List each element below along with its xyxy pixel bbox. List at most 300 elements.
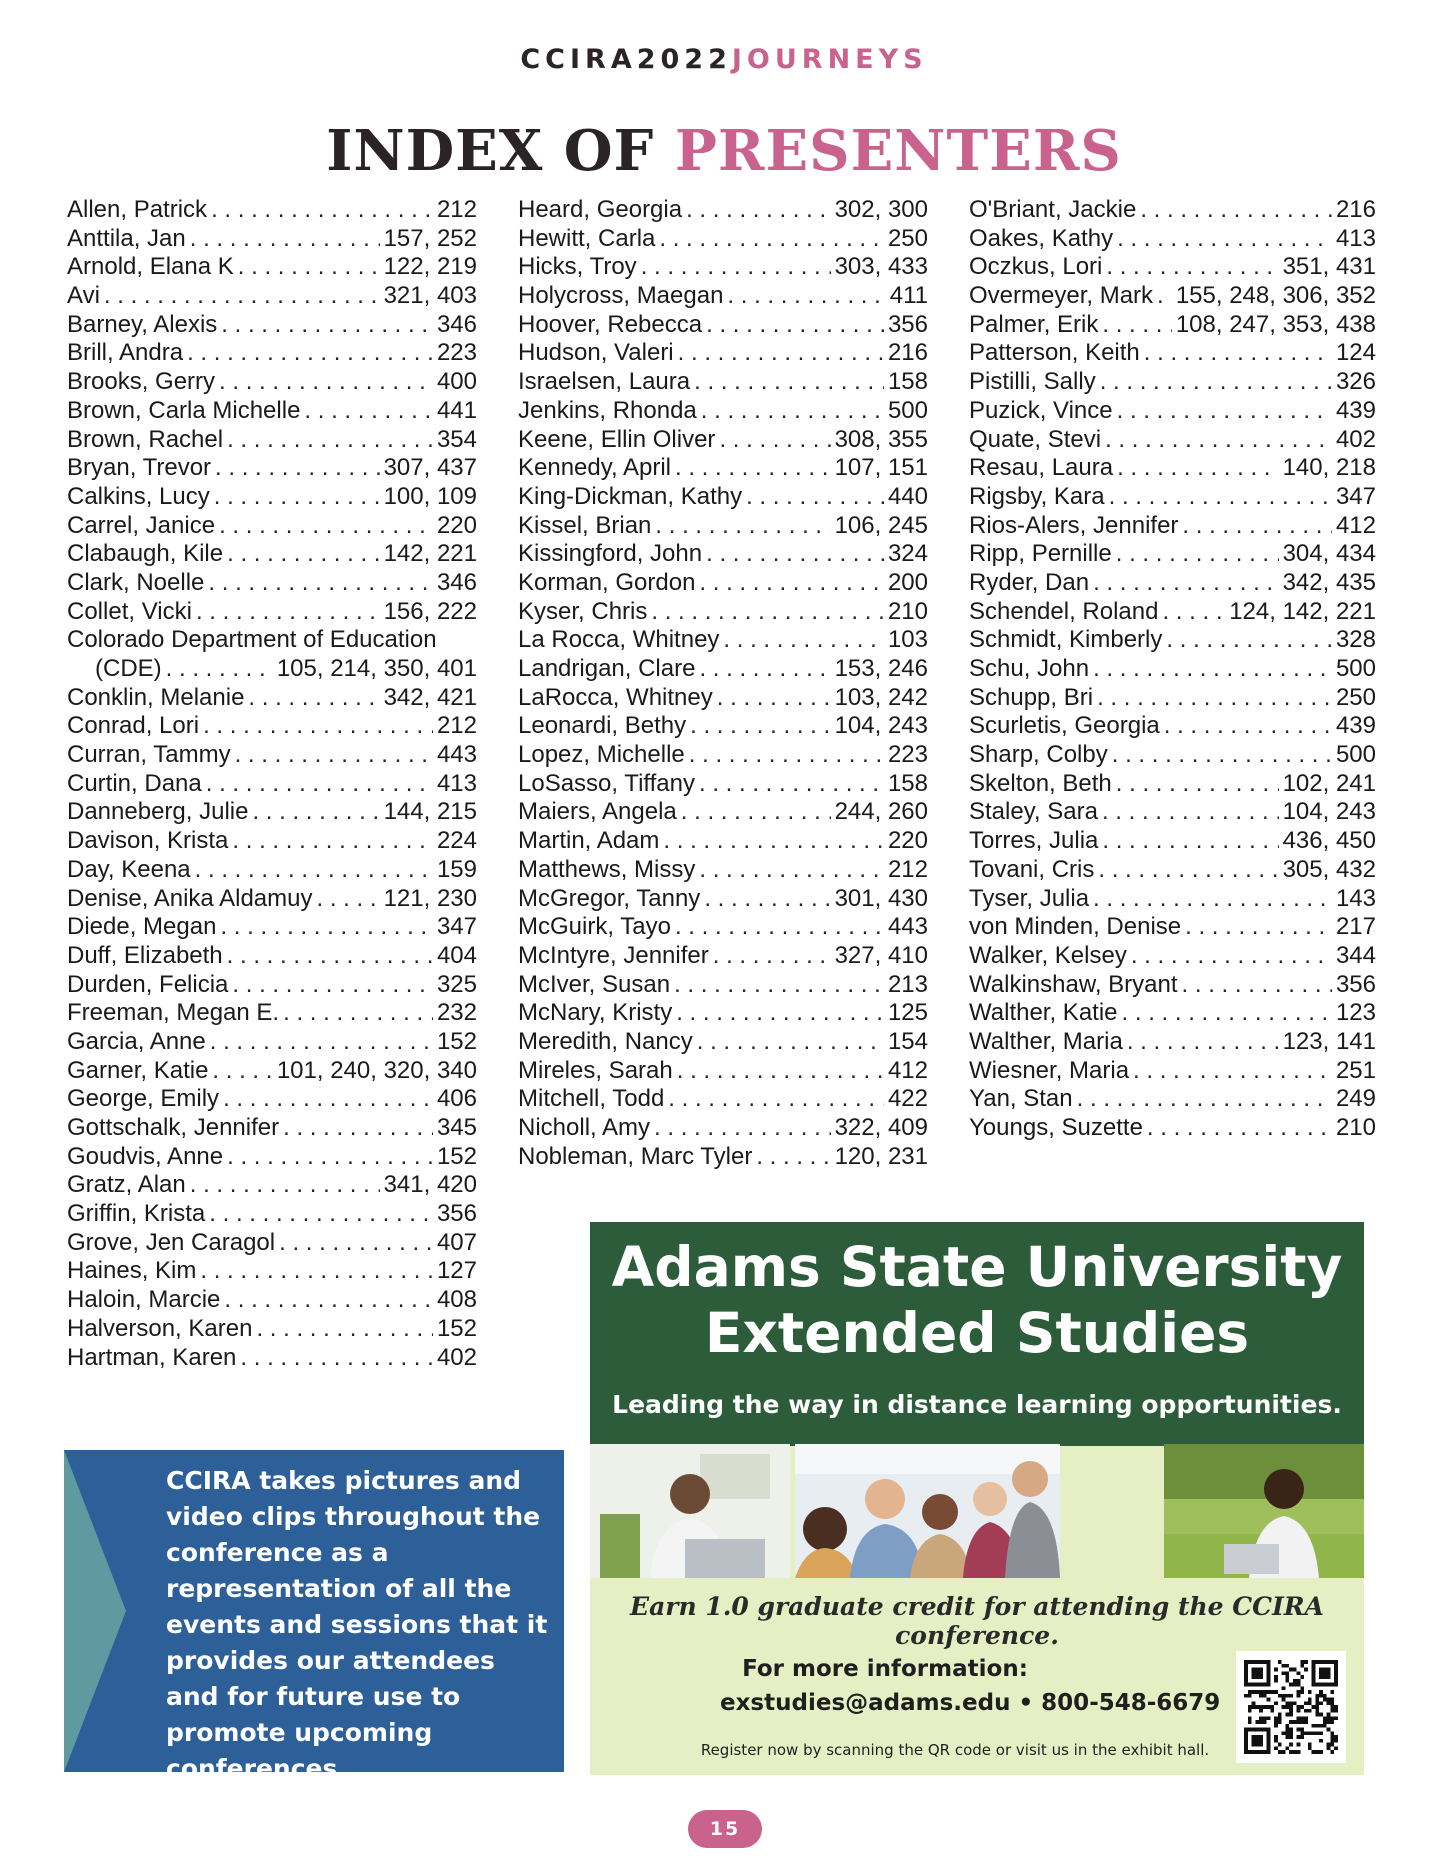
adams-state-ad <box>590 1222 1364 1775</box>
dot-leader <box>655 512 830 541</box>
page-references: 327, 410 <box>834 941 928 969</box>
page-references: 251 <box>1335 1056 1376 1084</box>
dot-leader <box>1116 770 1279 799</box>
dot-leader <box>675 454 831 483</box>
dot-leader <box>1140 196 1332 225</box>
presenter-name: Danneberg, Julie <box>67 798 249 826</box>
dot-leader <box>651 598 884 627</box>
dot-leader <box>1182 512 1332 541</box>
presenter-name: Patterson, Keith <box>969 339 1140 367</box>
index-entry <box>518 598 928 627</box>
page-references: 500 <box>887 396 928 424</box>
dot-leader <box>697 1028 884 1057</box>
dot-leader <box>219 368 433 397</box>
dot-leader <box>706 311 884 340</box>
page-references: 213 <box>887 970 928 998</box>
index-entry <box>67 196 477 225</box>
index-entry <box>518 712 928 741</box>
index-entry <box>969 225 1376 254</box>
presenter-name: Curran, Tammy <box>67 741 231 769</box>
dot-leader <box>704 885 830 914</box>
presenter-name: Ripp, Pernille <box>969 540 1112 568</box>
dot-leader <box>279 1229 433 1258</box>
dot-leader <box>706 540 884 569</box>
dot-leader <box>1112 741 1332 770</box>
dot-leader <box>248 684 379 713</box>
presenter-name: Bryan, Trevor <box>67 454 212 482</box>
index-entry <box>518 913 928 942</box>
page-references: 142, 221 <box>383 540 477 568</box>
dot-leader <box>227 1143 433 1172</box>
dot-leader <box>227 942 433 971</box>
page-references: 325 <box>436 970 477 998</box>
index-entry <box>67 1171 477 1200</box>
page-references: 301, 430 <box>834 884 928 912</box>
page-references: 404 <box>436 941 477 969</box>
presenter-name: Gratz, Alan <box>67 1171 186 1199</box>
index-entry <box>969 655 1376 684</box>
index-entry <box>969 196 1376 225</box>
index-entry <box>969 741 1376 770</box>
ad-more-info-label: For more information: <box>742 1656 1028 1682</box>
presenter-name: Pistilli, Sally <box>969 368 1096 396</box>
ad-register-note: Register now by scanning the QR code or visit us in the exhibit hall. <box>700 1741 1210 1759</box>
dot-leader <box>210 1028 433 1057</box>
index-entry <box>969 598 1376 627</box>
page-references: 125 <box>887 999 928 1027</box>
presenter-name: Walther, Maria <box>969 1027 1123 1055</box>
dot-leader <box>699 569 884 598</box>
index-entry <box>518 311 928 340</box>
dot-leader <box>678 339 884 368</box>
dot-leader <box>227 426 433 455</box>
ad-tagline: Leading the way in distance learning opportunities. <box>612 1390 1342 1419</box>
index-entry <box>67 712 477 741</box>
page-references: 100, 109 <box>383 482 477 510</box>
presenter-name: Torres, Julia <box>969 827 1099 855</box>
page-references: 322, 409 <box>834 1114 928 1141</box>
index-entry <box>67 1286 477 1315</box>
page-references: 302, 300 <box>834 196 928 223</box>
dot-leader <box>227 540 379 569</box>
presenter-name: Landrigan, Clare <box>518 655 696 682</box>
presenter-name: McIver, Susan <box>518 970 671 998</box>
index-entry <box>67 885 477 914</box>
page-references: 152 <box>436 1314 477 1342</box>
dot-leader <box>1131 942 1332 971</box>
index-entry <box>518 827 928 856</box>
page-references: 153, 246 <box>834 655 928 682</box>
page-references: 249 <box>1335 1085 1376 1113</box>
page-references: 224 <box>436 827 477 855</box>
index-entry <box>518 397 928 426</box>
page-references: 144, 215 <box>383 798 477 826</box>
dot-leader <box>746 483 884 512</box>
index-entry <box>518 971 928 1000</box>
index-entry <box>518 856 928 885</box>
dot-leader <box>256 1315 433 1344</box>
presenter-name: Hicks, Troy <box>518 253 637 281</box>
page-references: 223 <box>436 339 477 367</box>
title-pink: PRESENTERS <box>674 118 1122 184</box>
presenter-name: Goudvis, Anne <box>67 1142 224 1170</box>
presenter-name: Durden, Felicia <box>67 970 229 998</box>
page-references: 152 <box>436 1142 477 1170</box>
presenter-name: Calkins, Lucy <box>67 482 210 510</box>
index-entry <box>518 655 928 684</box>
presenter-name: Curtin, Dana <box>67 769 202 797</box>
presenter-name: Brooks, Gerry <box>67 368 216 396</box>
presenter-name: McGregor, Tanny <box>518 884 701 912</box>
presenter-name: Rigsby, Kara <box>969 482 1105 510</box>
page-references: 216 <box>887 339 928 367</box>
presenter-name: Staley, Sara <box>969 798 1098 826</box>
presenter-name: Sharp, Colby <box>969 741 1108 769</box>
dot-leader <box>1116 540 1279 569</box>
presenter-name: Korman, Gordon <box>518 568 696 596</box>
presenter-name: Heard, Georgia <box>518 196 683 223</box>
index-entry <box>67 913 477 942</box>
presenter-name: Schmidt, Kimberly <box>969 626 1163 654</box>
presenter-name: Skelton, Beth <box>969 769 1112 797</box>
dot-leader <box>1102 311 1171 340</box>
presenter-name: Duff, Elizabeth <box>67 941 223 969</box>
dot-leader <box>689 741 884 770</box>
page-references: 158 <box>887 368 928 396</box>
index-entry <box>518 253 928 282</box>
index-entry <box>518 1028 928 1057</box>
presenter-name: Resau, Laura <box>969 454 1114 482</box>
page-references: 212 <box>887 855 928 883</box>
page-references: 200 <box>887 568 928 596</box>
index-entry <box>969 798 1376 827</box>
index-entry <box>969 885 1376 914</box>
ad-headline <box>590 1234 1364 1366</box>
page-references: 346 <box>436 310 477 338</box>
presenter-name: Allen, Patrick <box>67 196 208 223</box>
page-references: 422 <box>887 1085 928 1113</box>
index-entry <box>969 1114 1376 1143</box>
page-references: 342, 435 <box>1282 568 1376 596</box>
presenter-name: Griffin, Krista <box>67 1200 206 1228</box>
page-references: 304, 434 <box>1282 540 1376 568</box>
page-references: 121, 230 <box>383 884 477 912</box>
index-entry <box>518 282 928 311</box>
presenter-name: Rios-Alers, Jennifer <box>969 511 1179 539</box>
index-column-2 <box>518 196 928 1171</box>
presenter-name: Conklin, Melanie <box>67 683 245 711</box>
index-entry <box>67 225 477 254</box>
page-references: 406 <box>436 1085 477 1113</box>
presenter-name: Lopez, Michelle <box>518 741 685 769</box>
chevron-right-icon <box>64 1450 134 1772</box>
presenter-name: Israelsen, Laura <box>518 368 691 396</box>
header-brand: CCIRA2022 <box>520 44 732 75</box>
presenter-name: Palmer, Erik <box>969 310 1099 338</box>
page-references: 347 <box>1335 482 1376 510</box>
index-entry <box>67 942 477 971</box>
index-entry <box>969 454 1376 483</box>
dot-leader <box>1122 999 1332 1028</box>
dot-leader <box>719 426 830 455</box>
page-references: 157, 252 <box>383 224 477 252</box>
page-references: 439 <box>1335 712 1376 740</box>
presenter-name: Grove, Jen Caragol <box>67 1228 276 1256</box>
dot-leader <box>1098 856 1278 885</box>
qr-code-icon[interactable] <box>1236 1651 1346 1763</box>
dot-leader <box>232 971 433 1000</box>
dot-leader <box>1117 397 1332 426</box>
page-references: 104, 243 <box>834 712 928 740</box>
presenter-name: Clabaugh, Kile <box>67 540 224 568</box>
presenter-name: Keene, Ellin Oliver <box>518 425 716 453</box>
dot-leader <box>1144 339 1332 368</box>
page-references: 244, 260 <box>834 798 928 826</box>
page-references: 123 <box>1335 999 1376 1027</box>
index-entry <box>67 1028 477 1057</box>
index-entry <box>969 712 1376 741</box>
page-references: 413 <box>1335 224 1376 252</box>
index-entry <box>67 626 477 655</box>
page-references: 436, 450 <box>1282 827 1376 855</box>
index-entry <box>518 483 928 512</box>
presenter-name: Youngs, Suzette <box>969 1114 1143 1141</box>
page-references: 321, 403 <box>383 282 477 310</box>
dot-leader <box>224 1286 433 1315</box>
index-entry <box>67 856 477 885</box>
dot-leader <box>1127 1028 1279 1057</box>
presenter-name: Tyser, Julia <box>969 884 1090 912</box>
page-references: 439 <box>1335 396 1376 424</box>
page-references: 103, 242 <box>834 683 928 711</box>
presenter-name: Oakes, Kathy <box>969 224 1114 252</box>
index-entry <box>969 282 1376 311</box>
presenter-name: Yan, Stan <box>969 1085 1073 1113</box>
presenter-name: Martin, Adam <box>518 827 660 855</box>
index-entry <box>518 684 928 713</box>
page-references: 250 <box>887 224 928 252</box>
index-entry <box>518 741 928 770</box>
index-entry <box>969 569 1376 598</box>
dot-leader <box>676 999 884 1028</box>
index-entry <box>969 856 1376 885</box>
page-references: 103 <box>887 626 928 654</box>
index-entry <box>67 1143 477 1172</box>
page-references: 120, 231 <box>834 1142 928 1170</box>
index-entry <box>518 626 928 655</box>
presenter-name: Mitchell, Todd <box>518 1085 665 1113</box>
index-entry <box>518 225 928 254</box>
page-references: 212 <box>436 196 477 223</box>
presenter-name: Wiesner, Maria <box>969 1056 1130 1084</box>
dot-leader <box>196 598 380 627</box>
dot-leader <box>214 483 380 512</box>
presenter-name: von Minden, Denise <box>969 913 1182 941</box>
index-entry <box>67 1085 477 1114</box>
index-entry <box>969 1057 1376 1086</box>
page-references: 500 <box>1335 741 1376 769</box>
index-entry <box>67 253 477 282</box>
index-entry <box>67 282 477 311</box>
page-references: 250 <box>1335 683 1376 711</box>
page-references: 305, 432 <box>1282 855 1376 883</box>
index-entry <box>67 512 477 541</box>
index-entry <box>518 942 928 971</box>
presenter-name: LoSasso, Tiffany <box>518 769 695 797</box>
dot-leader <box>203 712 433 741</box>
index-entry <box>67 798 477 827</box>
ad-headline-line1: Adams State University <box>611 1235 1343 1299</box>
index-entry <box>518 1057 928 1086</box>
dot-leader <box>238 253 380 282</box>
page-references: 346 <box>436 568 477 596</box>
dot-leader <box>211 196 433 225</box>
index-entry <box>67 770 477 799</box>
page-references: 212 <box>436 712 477 740</box>
dot-leader <box>221 311 433 340</box>
page-references: 443 <box>887 913 928 941</box>
index-entry <box>969 626 1376 655</box>
dot-leader <box>675 913 884 942</box>
index-entry <box>67 598 477 627</box>
index-entry <box>67 397 477 426</box>
dot-leader <box>723 626 884 655</box>
dot-leader <box>699 655 830 684</box>
index-entry <box>67 483 477 512</box>
presenter-name: Clark, Noelle <box>67 568 205 596</box>
presenter-name: George, Emily <box>67 1085 220 1113</box>
page-references: 356 <box>887 310 928 338</box>
dot-leader <box>1093 885 1332 914</box>
dot-leader <box>1077 1085 1332 1114</box>
page-references: 354 <box>436 425 477 453</box>
presenter-name: Kissel, Brian <box>518 511 652 539</box>
page-references: 101, 240, 320, 340 <box>276 1056 477 1084</box>
presenter-name: Kissingford, John <box>518 540 703 568</box>
dot-leader <box>283 999 433 1028</box>
dot-leader <box>699 770 884 799</box>
index-entry <box>67 368 477 397</box>
index-entry <box>969 999 1376 1028</box>
dot-leader <box>104 282 380 311</box>
presenter-name: Barney, Alexis <box>67 310 218 338</box>
page-references: 124, 142, 221 <box>1229 597 1376 625</box>
presenter-name: Colorado Department of Education <box>67 626 437 654</box>
page-references: 341, 420 <box>383 1171 477 1199</box>
dot-leader <box>1162 598 1225 627</box>
dot-leader <box>316 885 379 914</box>
dot-leader <box>1147 1114 1332 1143</box>
header-journeys: JOURNEYS <box>731 44 928 75</box>
dot-leader <box>223 1085 433 1114</box>
page-references: 441 <box>436 396 477 424</box>
page-references: 500 <box>1335 655 1376 682</box>
ad-contact-info[interactable]: exstudies@adams.edu • 800-548-6679 <box>720 1690 1221 1716</box>
title-dark: INDEX OF <box>326 118 655 184</box>
dot-leader <box>1106 253 1278 282</box>
dot-leader <box>1185 913 1332 942</box>
index-entry <box>518 196 928 225</box>
page-references: 102, 241 <box>1282 769 1376 797</box>
dot-leader <box>283 1114 433 1143</box>
presenter-name: Schupp, Bri <box>969 683 1094 711</box>
page-references: 105, 214, 350, 401 <box>276 655 477 682</box>
page-references: 210 <box>887 597 928 625</box>
page-references: 220 <box>436 511 477 539</box>
presenter-name: Collet, Vicki <box>67 597 192 625</box>
presenter-name: Tovani, Cris <box>969 855 1095 883</box>
page-references: 156, 222 <box>383 597 477 625</box>
index-entry <box>518 426 928 455</box>
index-entry <box>969 512 1376 541</box>
index-column-3 <box>969 196 1376 1143</box>
presenter-name: Walther, Katie <box>969 999 1118 1027</box>
dot-leader <box>681 798 831 827</box>
presenter-name: Haines, Kim <box>67 1257 197 1285</box>
index-entry <box>518 368 928 397</box>
index-entry <box>518 454 928 483</box>
presenter-name: Hewitt, Carla <box>518 224 656 252</box>
page-references: 402 <box>436 1343 477 1371</box>
ad-photo-student-outdoors <box>1164 1444 1364 1578</box>
page-references: 345 <box>436 1114 477 1141</box>
dot-leader <box>1109 483 1332 512</box>
index-entry <box>67 1114 477 1143</box>
page-references: 307, 437 <box>383 454 477 482</box>
dot-leader <box>1182 971 1332 1000</box>
presenter-name: Matthews, Missy <box>518 855 696 883</box>
index-entry <box>67 827 477 856</box>
page-references: 223 <box>887 741 928 769</box>
page-references: 407 <box>436 1228 477 1256</box>
index-entry <box>969 368 1376 397</box>
presenter-name: Holycross, Maegan <box>518 282 724 310</box>
presenter-name: Day, Keena <box>67 855 191 883</box>
index-entry <box>67 1315 477 1344</box>
index-entry <box>67 1229 477 1258</box>
presenter-name: Brill, Andra <box>67 339 184 367</box>
dot-leader <box>663 827 884 856</box>
page-references: 351, 431 <box>1282 253 1376 281</box>
presenter-name: Hartman, Karen <box>67 1343 237 1371</box>
index-entry <box>969 483 1376 512</box>
presenter-name: Avi <box>67 282 100 310</box>
page-references: 216 <box>1335 196 1376 223</box>
index-entry <box>67 1257 477 1286</box>
dot-leader <box>215 454 380 483</box>
presenter-name: Halverson, Karen <box>67 1314 253 1342</box>
presenter-name: Denise, Anika Aldamuy <box>67 884 313 912</box>
dot-leader <box>1102 827 1278 856</box>
page-references: 413 <box>436 769 477 797</box>
index-entry <box>969 1085 1376 1114</box>
presenter-name: Kennedy, April <box>518 454 671 482</box>
presenter-name: Haloin, Marcie <box>67 1286 221 1314</box>
page-references: 411 <box>889 282 928 310</box>
page-references: 127 <box>436 1257 477 1285</box>
index-entry <box>67 569 477 598</box>
presenter-name: Brown, Carla Michelle <box>67 396 301 424</box>
dot-leader <box>690 712 830 741</box>
presenter-name: Schendel, Roland <box>969 597 1159 625</box>
page-references: 308, 355 <box>834 425 928 453</box>
dot-leader <box>668 1085 884 1114</box>
presenter-name: Walkinshaw, Bryant <box>969 970 1178 998</box>
photo-notice-text: CCIRA takes pictures and video clips throughout the conference as a representation of all the events and sessions that it provides our attendees and for future use to promote upcoming conferences <box>166 1466 548 1783</box>
index-entry <box>67 1344 477 1373</box>
index-entry <box>969 311 1376 340</box>
index-entry <box>969 684 1376 713</box>
